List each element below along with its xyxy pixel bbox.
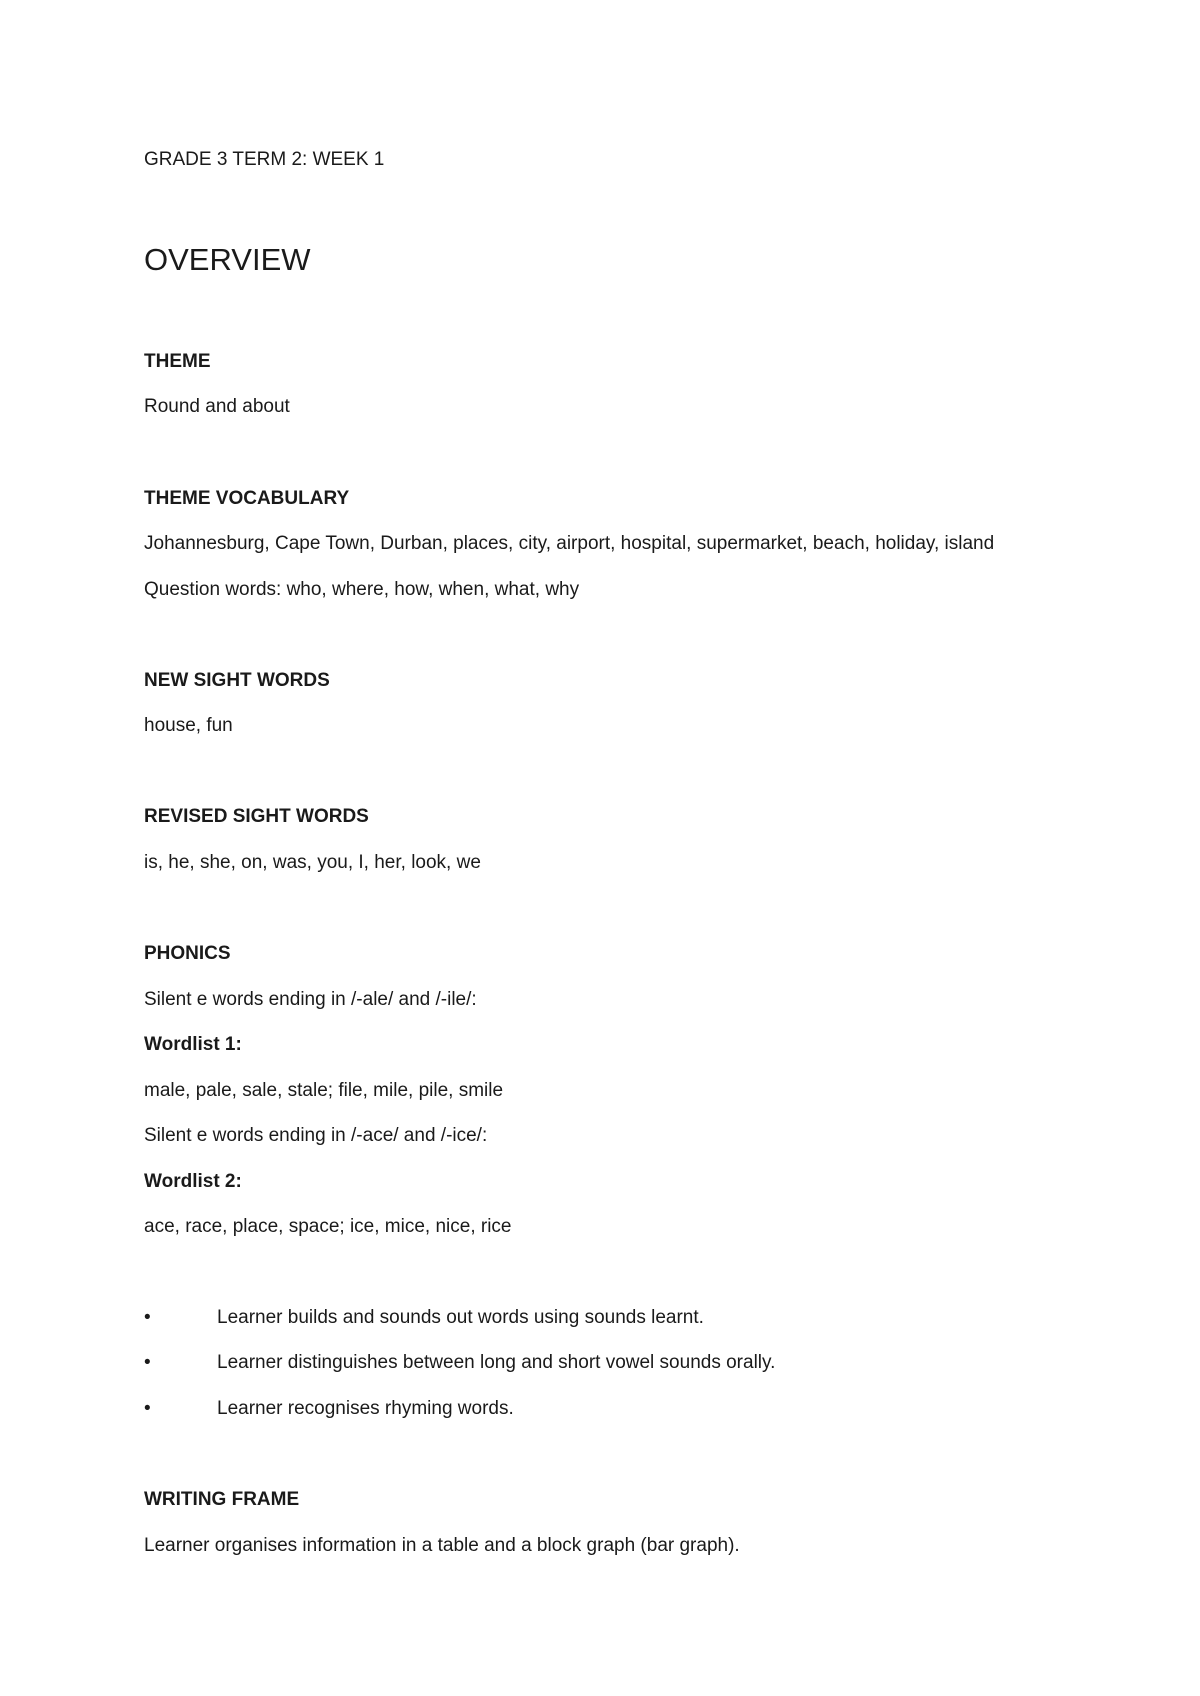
bullet-item: Learner builds and sounds out words using sounds learnt.	[217, 1307, 704, 1328]
theme-text: Round and about	[144, 396, 290, 417]
phonics-heading: PHONICS	[144, 943, 231, 964]
page-title: OVERVIEW	[144, 242, 311, 277]
bullet-icon: •	[144, 1307, 151, 1328]
vocabulary-heading: THEME VOCABULARY	[144, 488, 350, 509]
wordlist-2: ace, race, place, space; ice, mice, nice, rice	[144, 1216, 512, 1237]
writing-frame-text: Learner organises information in a table and a block graph (bar graph).	[144, 1535, 740, 1556]
wordlist-1-label: Wordlist 1:	[144, 1034, 242, 1055]
new-sight-words-heading: NEW SIGHT WORDS	[144, 670, 330, 691]
phonics-intro-2: Silent e words ending in /-ace/ and /-ice/:	[144, 1125, 488, 1146]
theme-heading: THEME	[144, 351, 211, 372]
vocabulary-line-2: Question words: who, where, how, when, what, why	[144, 579, 580, 600]
new-sight-words-text: house, fun	[144, 715, 233, 736]
bullet-item: Learner recognises rhyming words.	[217, 1398, 514, 1419]
bullet-icon: •	[144, 1398, 151, 1419]
bullet-item: Learner distinguishes between long and short vowel sounds orally.	[217, 1352, 776, 1373]
wordlist-2-label: Wordlist 2:	[144, 1171, 242, 1192]
writing-frame-heading: WRITING FRAME	[144, 1489, 300, 1510]
revised-sight-words-text: is, he, she, on, was, you, I, her, look, we	[144, 852, 481, 873]
revised-sight-words-heading: REVISED SIGHT WORDS	[144, 806, 369, 827]
document-header: GRADE 3 TERM 2: WEEK 1	[144, 149, 385, 170]
vocabulary-line-1: Johannesburg, Cape Town, Durban, places, city, airport, hospital, supermarket, beach, holiday, island	[144, 533, 995, 554]
phonics-intro-1: Silent e words ending in /-ale/ and /-ile/:	[144, 989, 477, 1010]
wordlist-1: male, pale, sale, stale; file, mile, pile, smile	[144, 1080, 504, 1101]
bullet-icon: •	[144, 1352, 151, 1373]
